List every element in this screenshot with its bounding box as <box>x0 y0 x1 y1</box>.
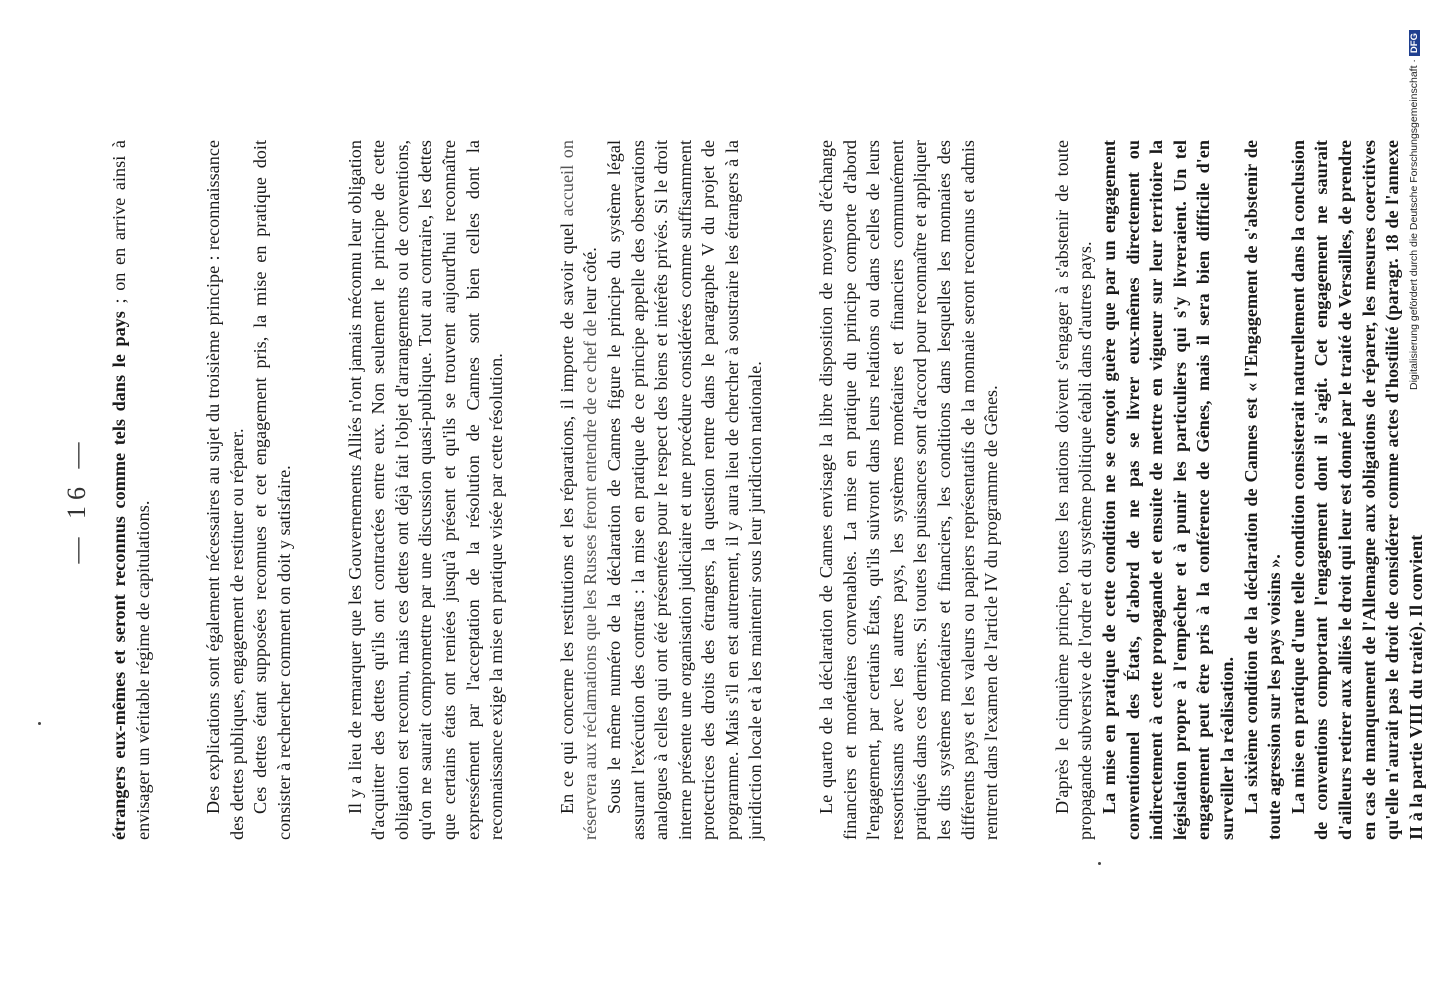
paragraph <box>249 140 296 840</box>
paragraph <box>1240 140 1287 840</box>
text-run: ; on en arrive ainsi à envisager un véritable régime de capitulations. <box>109 140 153 840</box>
text-run: Ces dettes étant supposées reconnues et cet engagement pris, la mise en pratique doit consister à rechercher comment on doit y satisfaire. <box>250 140 294 840</box>
paragraph <box>202 140 249 840</box>
paragraph <box>108 140 155 840</box>
text-run: Il y a lieu de remarquer que les Gouvernements Alliés n'ont jamais méconnu leur obligation d'acquitter des dettes qu'ils ont contractées entre eux. Non seulement le principe de cette obligation est reconnu, mais ces dettes ont déjà fait l'objet d'arrangements ou de conventions, qu'on ne saurait compromettre par une discussion quasi-publique. Tout au contraire, les dettes que certains états ont reniées jusqu'à présent et qu'ils se trouvent aujourd'hui reconnaître expressément par l'acceptation de la résolution de Cannes sont bien celles dont la reconnaissance exige la mise en pratique visée par cette résolution. <box>344 140 507 840</box>
text-run: Sous le même numéro de la déclaration de Cannes figure le principe du système légal assurant l'exécution des contrats : la mise en pratique de ce principe appelle des observations analogues à celles qui ont été présentées pour le respect des biens et intérêts privés. Si le droit interne présente une organisation judiciaire et une procédure considérées comme suffisamment protectrices des droits des étrangers, la question rentre dans le paragraphe V du projet de programme. Mais s'il en est autrement, il y aura lieu de chercher à soustraire les étrangers à la juridiction locale et à les maintenir sous leur juridiction nationale. <box>603 140 766 840</box>
text-run: D'après le cinquième principe, toutes les nations doivent s'engager à s'abstenir de toute propagande subversive de l'ordre et du système politique établi dans d'autres pays. <box>1051 140 1096 840</box>
dfg-logo: DFG <box>1409 30 1420 56</box>
paragraph <box>603 140 768 840</box>
text-run: leur côté. <box>580 247 601 320</box>
scan-speck <box>1098 862 1101 865</box>
document-body <box>108 140 1428 840</box>
text-run: La mise en pratique de cette condition ne se conçoit guère que par un engagement conventionnel des États, d'abord de ne pas se livrer eux-mêmes directement ou indirectement à cette propagande et ensuite de mettre en vigueur sur leur territoire la législation propre à l'empêcher et à punir les particuliers qui s'y livreraient. Un tel engagement peut être pris à la conférence de Gênes, mais il sera bien difficile d'en surveiller la réalisation. <box>1099 140 1237 840</box>
text-run: En ce qui concerne les restitutions et les réparations, il importe de savoir quel <box>556 216 577 814</box>
text-run: Le quarto de la déclaration de Cannes envisage la libre disposition de moyens d'échange financiers et monétaires convenables. La mise en pratique du principe comporte d'abord l'engagement, par certains États, qu'ils suivront dans leurs relations ou dans celles de leurs ressortissants avec les autres pays, les systèmes monétaires et financiers communément pratiqués dans ces derniers. Si toutes les puissances sont d'accord pour reconnaître et appliquer les dits systèmes monétaires et financiers, les conditions dans lesquelles les monnaies des différents pays et les valeurs ou papiers représentatifs de la monnaie seront reconnus et admis rentrent dans l'examen de l'article IV du programme de Gênes. <box>816 140 1002 840</box>
text-run: La mise en pratique d'une telle condition consisterait naturellement dans la conclusion de conventions comportant l'engagement dont il s'agit. Cet engagement ne saurait d'ailleurs retirer aux alliés le droit qui leur est donné par le traité de Versailles, de prendre en cas de manquement de l'Allemagne aux obligations de réparer, les mesures coercitives qu'elle n'aurait pas le droit de considérer comme actes d'hostilité (paragr. 18 de l'annexe II à la partie VIII du traité). Il convient <box>1287 140 1426 840</box>
paragraph <box>344 140 509 840</box>
text-run: La sixième condition de la déclaration de Cannes est « l'Engagement de s'abstenir de toute agression sur les pays voisins ». <box>1240 140 1285 840</box>
paragraph <box>1098 140 1240 840</box>
page-number: — 16 — <box>62 436 91 564</box>
digitization-credit <box>1394 0 1434 1000</box>
text-run: étrangers eux-mêmes et seront reconnus comme tels dans le pays <box>109 311 129 840</box>
scan-speck <box>38 722 41 725</box>
text-run: Des explications sont également nécessaires au sujet du troisième principe : reconnaissance des dettes publiques, engagement de restituer ou réparer. <box>203 140 247 840</box>
credit-text: Digitalisierung gefördert durch die Deutsche Forschungsgemeinschaft · <box>1408 59 1420 390</box>
paragraph <box>556 140 603 840</box>
text-run: accueil on réservera aux réclamations que les Russes feront entendre de ce chef de <box>556 140 601 840</box>
paragraph <box>815 140 1004 840</box>
paragraph <box>1051 140 1098 840</box>
